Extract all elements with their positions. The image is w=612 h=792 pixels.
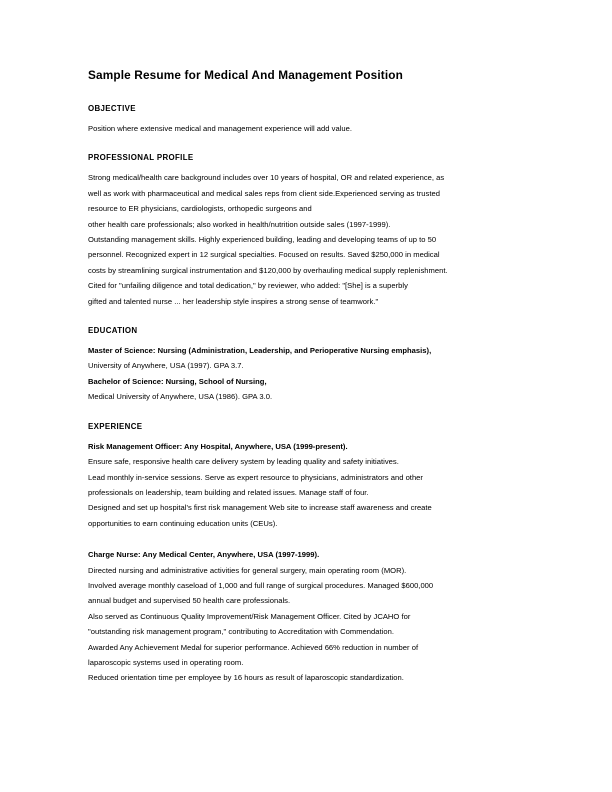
section-spacer [88,405,528,422]
line-text: opportunities to earn continuing education units (CEUs). [88,518,278,528]
line-text: "outstanding risk management program," contributing to Accreditation with Commendation. [88,627,394,637]
line-text: Strong medical/health care background includes over 10 years of hospital, OR and related experience, as [88,173,445,183]
section-professional-profile [88,153,528,309]
line-text: resource to ER physicians, cardiologists, orthopedic surgeons and [88,204,312,214]
line-text: Lead monthly in-service sessions. Serve as expert resource to physicians, administrators and other [88,472,423,482]
document-body [88,68,528,686]
line-text: Position where extensive medical and management experience will add value. [88,124,353,133]
section-experience [88,422,528,686]
section-heading-experience: EXPERIENCE [88,421,143,431]
line-text: Also served as Continuous Quality Improvement/Risk Management Officer. Cited by JCAHO for [88,611,411,621]
section-heading-education: EDUCATION [88,326,138,336]
section-objective [88,104,528,136]
line-text: Involved average monthly caseload of 1,000 and full range of surgical procedures. Managed $600,000 [88,580,434,590]
section-spacer [88,309,528,326]
line-emphasis: Bachelor of Science: Nursing, School of Nursing, [88,376,267,386]
line-text: Reduced orientation time per employee by 16 hours as result of laparoscopic standardization. [88,673,404,683]
line-text: Designed and set up hospital's first risk management Web site to increase staff awareness and create [88,503,432,513]
line-text: University of Anywhere, USA (1997). GPA 3.7. [88,361,244,371]
line-text: annual budget and supervised 50 health care professionals. [88,596,291,606]
section-education [88,326,528,405]
line-text: laparoscopic systems used in operating room. [88,657,244,667]
page-title: Sample Resume for Medical And Management Position [88,68,404,82]
line-text: Awarded Any Achievement Medal for superior performance. Achieved 66% reduction in number of [88,642,419,652]
line-text: personnel. Recognized expert in 12 surgical specialties. Focused on results. Saved $250,000 in medical [88,250,440,260]
section-heading-objective: OBJECTIVE [88,104,136,113]
line-emphasis: Charge Nurse: Any Medical Center, Anywhere, USA (1997-1999). [88,550,320,560]
line-text: Directed nursing and administrative activities for general surgery, main operating room (MOR). [88,565,407,575]
line-emphasis: Risk Management Officer: Any Hospital, Anywhere, USA (1999-present). [88,441,348,451]
section-spacer [88,136,528,153]
sections-container [88,104,528,686]
line-text: other health care professionals; also worked in health/nutrition outside sales (1997-1999). [88,219,391,229]
line-text: gifted and talented nurse ... her leadership style inspires a strong sense of teamwork." [88,296,379,306]
line-text: Medical University of Anywhere, USA (1986). GPA 3.0. [88,392,273,402]
section-heading-professional-profile: PROFESSIONAL PROFILE [88,153,194,163]
line-text: costs by streamlining surgical instrumentation and $120,000 by overhauling medical supply replenishment. [88,265,448,275]
line-text: Ensure safe, responsive health care delivery system by leading quality and safety initiatives. [88,457,399,467]
line-text: Cited for "unfailing diligence and total dedication," by reviewer, who added: "[She] is a superbly [88,281,408,291]
line-text: professionals on leadership, team building and related issues. Manage staff of four. [88,487,369,497]
entry-spacer [88,531,528,547]
line-text: well as work with pharmaceutical and medical sales reps from client side.Experienced serving as trusted [88,188,440,198]
line-text: Outstanding management skills. Highly experienced building, leading and developing teams of up to 50 [88,235,437,245]
line-emphasis: Master of Science: Nursing (Administration, Leadership, and Perioperative Nursing emphasis), [88,346,432,356]
